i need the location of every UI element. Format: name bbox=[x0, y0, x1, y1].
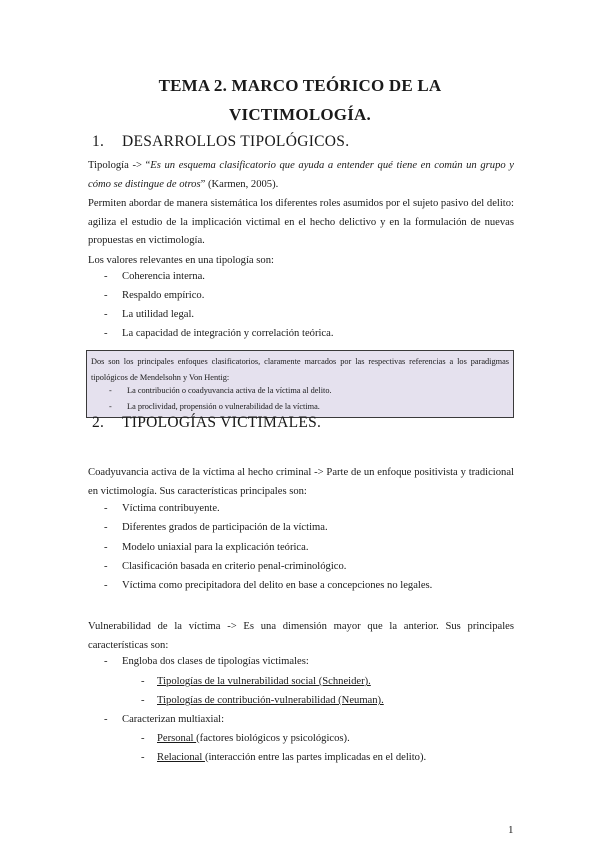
sub-list-item bbox=[141, 733, 350, 744]
paragraph-vulnerabilidad: Vulnerabilidad de la víctima -> Es una dimensión mayor que la anterior. Sus principales características son: bbox=[88, 621, 514, 651]
list-item bbox=[104, 522, 328, 533]
list-item-text: Modelo uniaxial para la explicación teórica. bbox=[122, 542, 309, 553]
list-dash: - bbox=[141, 752, 145, 763]
list-dash: - bbox=[104, 542, 108, 553]
list-dash: - bbox=[104, 503, 108, 514]
section-number: 2. bbox=[92, 414, 105, 431]
list-item bbox=[104, 656, 309, 667]
list-item-text: Tipologías de contribución-vulnerabilidad (Neuman). bbox=[157, 695, 384, 706]
list-dash: - bbox=[104, 561, 108, 572]
sub-list-item bbox=[141, 752, 427, 763]
list-item-text: Víctima como precipitadora del delito en base a concepciones no legales. bbox=[122, 580, 433, 591]
highlight-box-item bbox=[109, 402, 320, 411]
list-dash: - bbox=[104, 522, 108, 533]
paragraph-values-intro: Los valores relevantes en una tipología son: bbox=[88, 255, 274, 266]
sub-list-item bbox=[141, 695, 384, 706]
list-item-text: Diferentes grados de participación de la víctima. bbox=[122, 522, 328, 533]
list-dash: - bbox=[104, 656, 108, 667]
section-number: 1. bbox=[92, 133, 105, 150]
list-item bbox=[104, 309, 195, 320]
page-title-line-1: TEMA 2. MARCO TEÓRICO DE LA bbox=[158, 76, 442, 95]
paragraph-coadyuvancia: Coadyuvancia activa de la víctima al hecho criminal -> Parte de un enfoque positivista y tradicional en victimología. Sus características principales son: bbox=[88, 467, 514, 497]
list-dash: - bbox=[104, 309, 108, 320]
sub-list-item bbox=[141, 676, 371, 687]
section-title: DESARROLLOS TIPOLÓGICOS. bbox=[122, 133, 350, 150]
list-dash: - bbox=[141, 733, 145, 744]
list-dash: - bbox=[109, 386, 112, 395]
paragraph-roles: Permiten abordar de manera sistemática los diferentes roles asumidos por el sujeto pasivo del delito: agiliza el estudio de la implicación victimal en el hecho delictivo y en la formulación de nuevas propuestas en victimología. bbox=[88, 198, 514, 246]
list-item bbox=[104, 561, 347, 572]
highlight-box bbox=[86, 350, 514, 418]
page-title-line-2: VICTIMOLOGÍA. bbox=[229, 105, 371, 124]
list-dash: - bbox=[104, 714, 108, 725]
list-item bbox=[104, 542, 309, 553]
list-item-text: Tipologías de la vulnerabilidad social (Schneider). bbox=[157, 676, 371, 687]
definition-term: Tipología -> “ bbox=[88, 160, 151, 171]
highlight-box-text: Dos son los principales enfoques clasificatorios, claramente marcados por las respectivas referencias a los paradigmas tipológicos de Mendelsohn y Von Hentig: bbox=[91, 357, 509, 382]
list-item-term: Relacional bbox=[157, 752, 205, 763]
list-dash: - bbox=[104, 290, 108, 301]
page-number: 1 bbox=[508, 824, 514, 836]
list-item bbox=[104, 714, 225, 725]
list-item-term: Personal bbox=[157, 733, 197, 744]
list-item-text: La utilidad legal. bbox=[122, 309, 195, 320]
list-item-text: La contribución o coadyuvancia activa de la víctima al delito. bbox=[127, 386, 332, 395]
list-item-text: Respaldo empírico. bbox=[122, 290, 205, 301]
highlight-box-item bbox=[109, 386, 332, 395]
list-item bbox=[104, 290, 205, 301]
list-dash: - bbox=[104, 271, 108, 282]
list-item-text: Engloba dos clases de tipologías victimales: bbox=[122, 656, 309, 667]
list-item-text: (factores biológicos y psicológicos). bbox=[196, 733, 350, 744]
list-dash: - bbox=[141, 676, 145, 687]
list-item-text: La proclividad, propensión o vulnerabilidad de la víctima. bbox=[127, 402, 320, 411]
list-item-text: Coherencia interna. bbox=[122, 271, 205, 282]
section-title: TIPOLOGÍAS VICTIMALES. bbox=[122, 414, 322, 431]
tipologia-definition bbox=[88, 157, 514, 194]
list-dash: - bbox=[104, 328, 108, 339]
list-dash: - bbox=[141, 695, 145, 706]
list-item bbox=[104, 503, 220, 514]
definition-quote: Es un esquema clasificatorio que ayuda a entender qué tiene en común un grupo y cómo se distingue de otros bbox=[88, 160, 514, 190]
definition-citation: ” (Karmen, 2005). bbox=[200, 178, 279, 190]
list-item bbox=[104, 328, 334, 339]
list-item-text: (interacción entre las partes implicadas en el delito). bbox=[204, 752, 427, 763]
list-item-text: Caracterizan multiaxial: bbox=[122, 714, 225, 725]
list-item bbox=[104, 271, 205, 282]
list-item-text: La capacidad de integración y correlación teórica. bbox=[122, 328, 334, 339]
list-item bbox=[104, 580, 433, 591]
list-dash: - bbox=[109, 402, 112, 411]
list-dash: - bbox=[104, 580, 108, 591]
list-item-text: Clasificación basada en criterio penal-criminológico. bbox=[122, 561, 347, 572]
list-item-text: Víctima contribuyente. bbox=[122, 503, 220, 514]
